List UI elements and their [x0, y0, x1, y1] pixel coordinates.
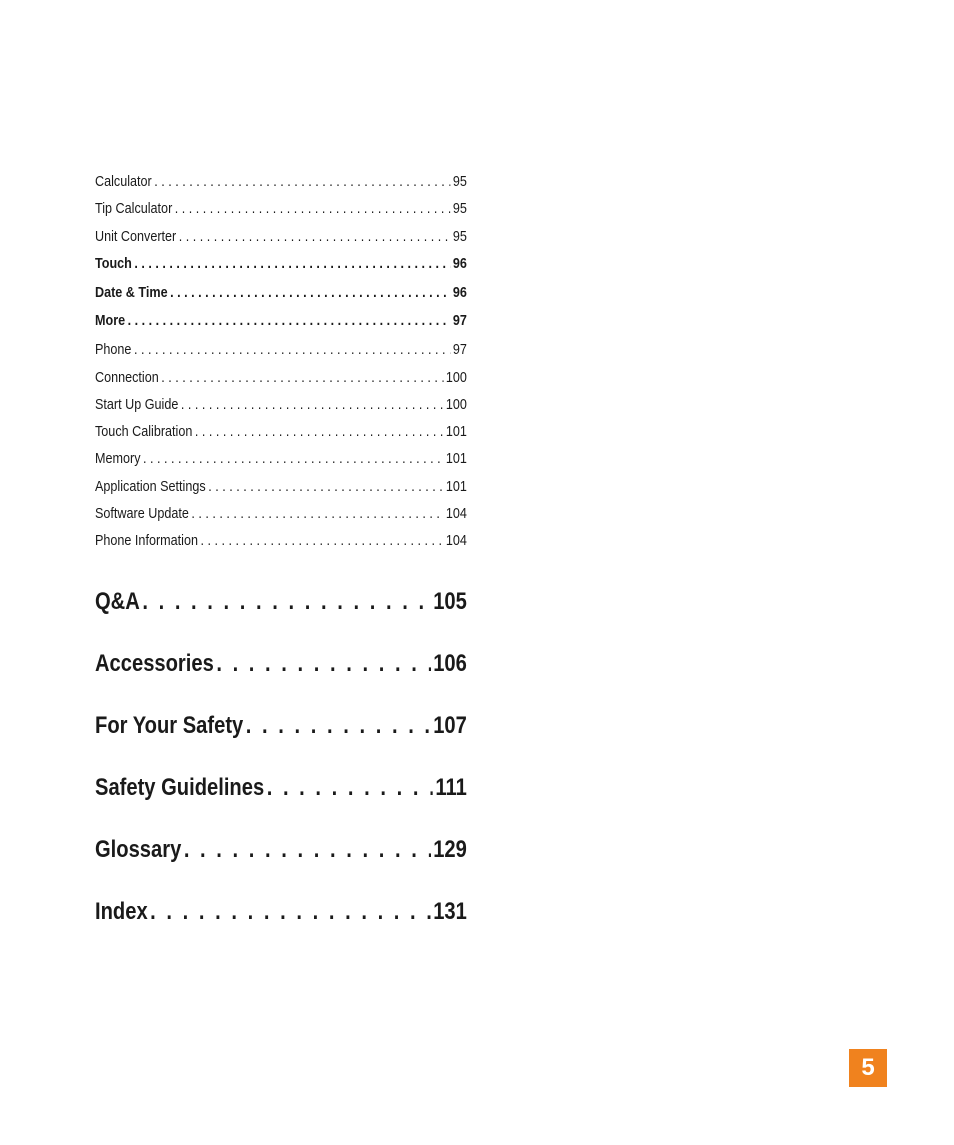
- toc-chapter-page: 111: [435, 773, 467, 801]
- toc-entry-page: 101: [445, 423, 467, 441]
- dot-leader: [179, 223, 451, 250]
- dot-leader: [181, 391, 443, 418]
- dot-leader: [267, 771, 433, 805]
- toc-chapter-page: 129: [433, 835, 467, 863]
- dot-leader: [208, 473, 443, 500]
- toc-entry-page: 101: [445, 450, 467, 468]
- toc-chapter-label: Glossary: [95, 835, 182, 863]
- toc-entry-page: 96: [452, 254, 467, 272]
- toc-chapter-entry[interactable]: [95, 833, 467, 895]
- toc-entry-label: Memory: [95, 450, 141, 468]
- dot-leader: [216, 647, 430, 681]
- toc-chapter-entry[interactable]: [95, 709, 467, 771]
- page-number-badge: 5: [849, 1049, 887, 1087]
- toc-chapter-label: For Your Safety: [95, 711, 244, 739]
- toc-entry-label: Calculator: [95, 173, 152, 190]
- toc-chapter-label: Accessories: [95, 649, 214, 677]
- dot-leader: [128, 307, 451, 336]
- dot-leader: [142, 585, 430, 619]
- table-of-contents: [95, 168, 467, 957]
- dot-leader: [170, 279, 450, 308]
- toc-chapter-page: 106: [433, 649, 467, 677]
- toc-entry[interactable]: [95, 445, 467, 472]
- toc-entry-label: Date & Time: [95, 283, 168, 301]
- toc-entry-page: 100: [445, 395, 467, 413]
- toc-chapter-label: Index: [95, 897, 148, 925]
- dot-leader: [154, 168, 450, 195]
- dot-leader: [175, 195, 451, 222]
- toc-entry-label: Start Up Guide: [95, 395, 179, 413]
- toc-chapter-entry[interactable]: [95, 895, 467, 957]
- toc-entry-page: 104: [445, 505, 467, 523]
- toc-chapter-page: 107: [433, 711, 467, 739]
- toc-entry-label: Phone: [95, 341, 132, 359]
- toc-entry-page: 104: [445, 532, 467, 550]
- toc-chapter-entry[interactable]: [95, 771, 467, 833]
- toc-entry-label: Phone Information: [95, 532, 198, 550]
- toc-entry-label: Software Update: [95, 505, 189, 523]
- dot-leader: [161, 364, 443, 391]
- toc-entry-label: More: [95, 312, 126, 330]
- dot-leader: [134, 336, 450, 363]
- toc-chapter-label: Safety Guidelines: [95, 773, 265, 801]
- toc-section-entry[interactable]: [95, 279, 467, 308]
- toc-entry[interactable]: [95, 364, 467, 391]
- dot-leader: [200, 527, 443, 554]
- toc-section-entry[interactable]: [95, 307, 467, 336]
- dot-leader: [143, 445, 443, 472]
- toc-entry-page: 97: [452, 312, 467, 330]
- toc-chapter-entry[interactable]: [95, 647, 467, 709]
- toc-entry-page: 101: [445, 477, 467, 495]
- toc-entry-page: 95: [452, 227, 467, 245]
- toc-entry-label: Connection: [95, 368, 159, 386]
- dot-leader: [184, 833, 431, 867]
- dot-leader: [134, 250, 450, 279]
- toc-entry[interactable]: [95, 473, 467, 500]
- toc-entry-page: 95: [452, 173, 467, 190]
- toc-entry[interactable]: [95, 527, 467, 554]
- dot-leader: [195, 418, 443, 445]
- toc-chapter-page: 105: [433, 587, 467, 615]
- toc-entry[interactable]: [95, 336, 467, 363]
- toc-entry-page: 96: [452, 283, 467, 301]
- toc-entry-label: Touch Calibration: [95, 423, 193, 441]
- toc-entry-page: 95: [452, 200, 467, 218]
- toc-chapter-page: 131: [433, 897, 467, 925]
- toc-entry[interactable]: [95, 195, 467, 222]
- toc-entry-page: 97: [452, 341, 467, 359]
- toc-entry-label: Application Settings: [95, 477, 206, 495]
- toc-main-list: [95, 585, 467, 957]
- toc-entry-label: Tip Calculator: [95, 200, 173, 218]
- toc-entry[interactable]: [95, 168, 467, 195]
- toc-entry[interactable]: [95, 391, 467, 418]
- toc-entry-page: 100: [445, 368, 467, 386]
- dot-leader: [191, 500, 443, 527]
- toc-sub-list: [95, 168, 467, 555]
- toc-chapter-label: Q&A: [95, 587, 140, 615]
- dot-leader: [246, 709, 431, 743]
- toc-entry[interactable]: [95, 418, 467, 445]
- toc-entry[interactable]: [95, 223, 467, 250]
- toc-entry[interactable]: [95, 500, 467, 527]
- toc-section-entry[interactable]: [95, 250, 467, 279]
- toc-entry-label: Touch: [95, 254, 132, 272]
- toc-entry-label: Unit Converter: [95, 227, 177, 245]
- dot-leader: [150, 895, 431, 929]
- toc-chapter-entry[interactable]: [95, 585, 467, 647]
